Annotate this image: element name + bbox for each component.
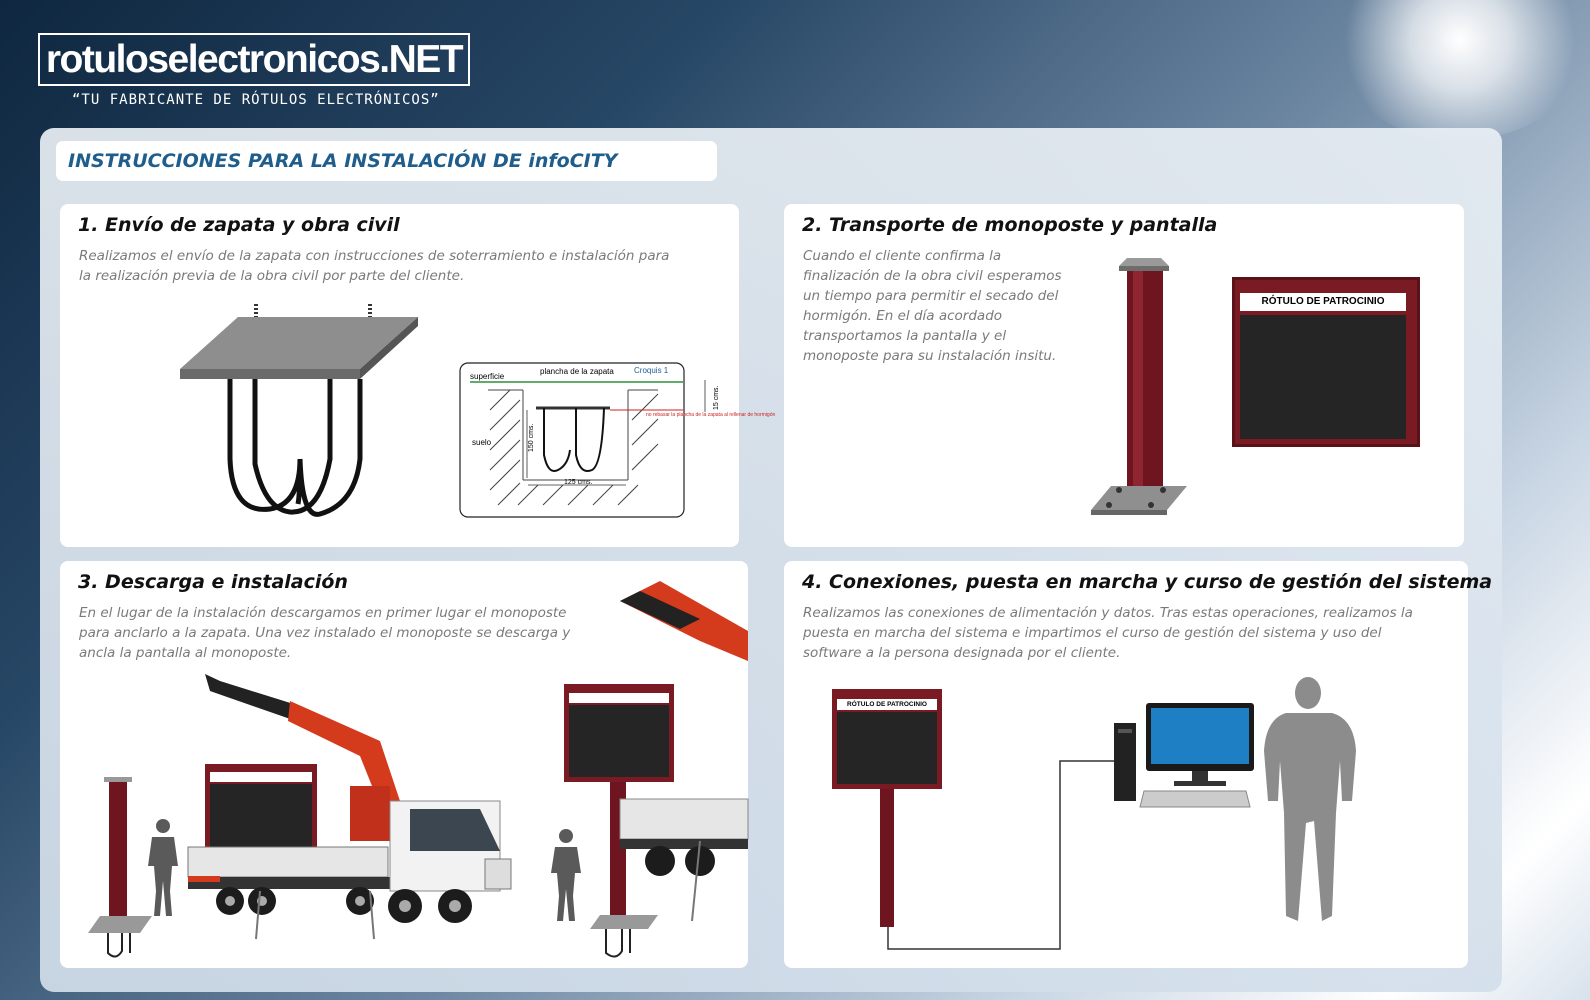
step-card-4 [784, 561, 1493, 968]
connection-scene [784, 561, 1468, 968]
croquis-diagram [458, 360, 776, 520]
step-2-title: 2. Transporte de monoposte y pantalla [802, 214, 1218, 236]
step-1-text: Realizamos el envío de la zapata con instrucciones de soterramiento e instalación para la realización previa de la obra civil por parte del cliente. [79, 248, 670, 284]
light-flare [1330, 0, 1590, 140]
computer-icon [1114, 703, 1254, 807]
croquis-superficie: superficie [470, 372, 505, 381]
croquis-label: Croquis 1 [634, 366, 669, 375]
page-title: INSTRUCCIONES PARA LA INSTALACIÓN DE infoCITY [68, 150, 618, 172]
sign-screen [1240, 315, 1406, 439]
sign-on-truck [205, 764, 317, 852]
logo[interactable] [38, 33, 470, 86]
step-4-text: Realizamos las conexiones de alimentación y datos. Tras estas operaciones, realizamos la puesta en marcha del sistema e impartimos el curso de gestión del sistema y uso del software a la persona designada por el cliente. [803, 605, 1413, 661]
person-silhouette-left [148, 819, 178, 916]
logo-text: rotuloselectronicos.NET [45, 37, 463, 81]
step-card-3 [60, 561, 748, 968]
monopost-illustration [1089, 254, 1189, 519]
sign-cabinet [1232, 277, 1420, 447]
step-card-1 [60, 204, 776, 547]
installation-scene [60, 561, 748, 968]
sign-post [880, 789, 894, 927]
monopost-left [88, 777, 152, 957]
croquis-depth: 150 cms. [528, 423, 535, 452]
truck-bed-right [620, 799, 748, 921]
step-2-text: Cuando el cliente confirma la finalización de la obra civil esperamos un tiempo para permitir el secado del hormigón. En el día acordado transportamos la pantalla y el monoposte para su instalación insitu. [803, 248, 1062, 364]
croquis-top: 15 cms. [713, 385, 720, 410]
crane-arm-top [620, 581, 748, 661]
step-3-text: En el lugar de la instalación descargamos en primer lugar el monoposte para anclarlo a la zapata. Una vez instalado el monoposte se descarga y ancla la pantalla al monoposte. [79, 605, 571, 661]
data-cable [888, 761, 1114, 949]
croquis-plancha: plancha de la zapata [540, 367, 614, 376]
tagline: “TU FABRICANTE DE RÓTULOS ELECTRÓNICOS” [72, 92, 440, 108]
croquis-suelo: suelo [472, 438, 492, 447]
person-silhouette-right [551, 829, 581, 921]
step-3-title: 3. Descarga e instalación [78, 571, 348, 593]
zapata-illustration [170, 299, 430, 524]
step-4-title: 4. Conexiones, puesta en marcha y curso de gestión del sistema [802, 571, 1493, 593]
step-card-2 [784, 204, 1464, 547]
croquis-width: 125 cms. [564, 479, 593, 486]
sign-label-small: RÓTULO DE PATROCINIO [837, 699, 937, 710]
person-silhouette [1264, 677, 1356, 921]
croquis-note: no rebasar la plancha de la zapata al rellenar de hormigón [646, 412, 776, 418]
step-1-title: 1. Envío de zapata y obra civil [78, 214, 400, 236]
page-title-bar [56, 141, 717, 181]
sign-label: RÓTULO DE PATROCINIO [1240, 293, 1406, 311]
